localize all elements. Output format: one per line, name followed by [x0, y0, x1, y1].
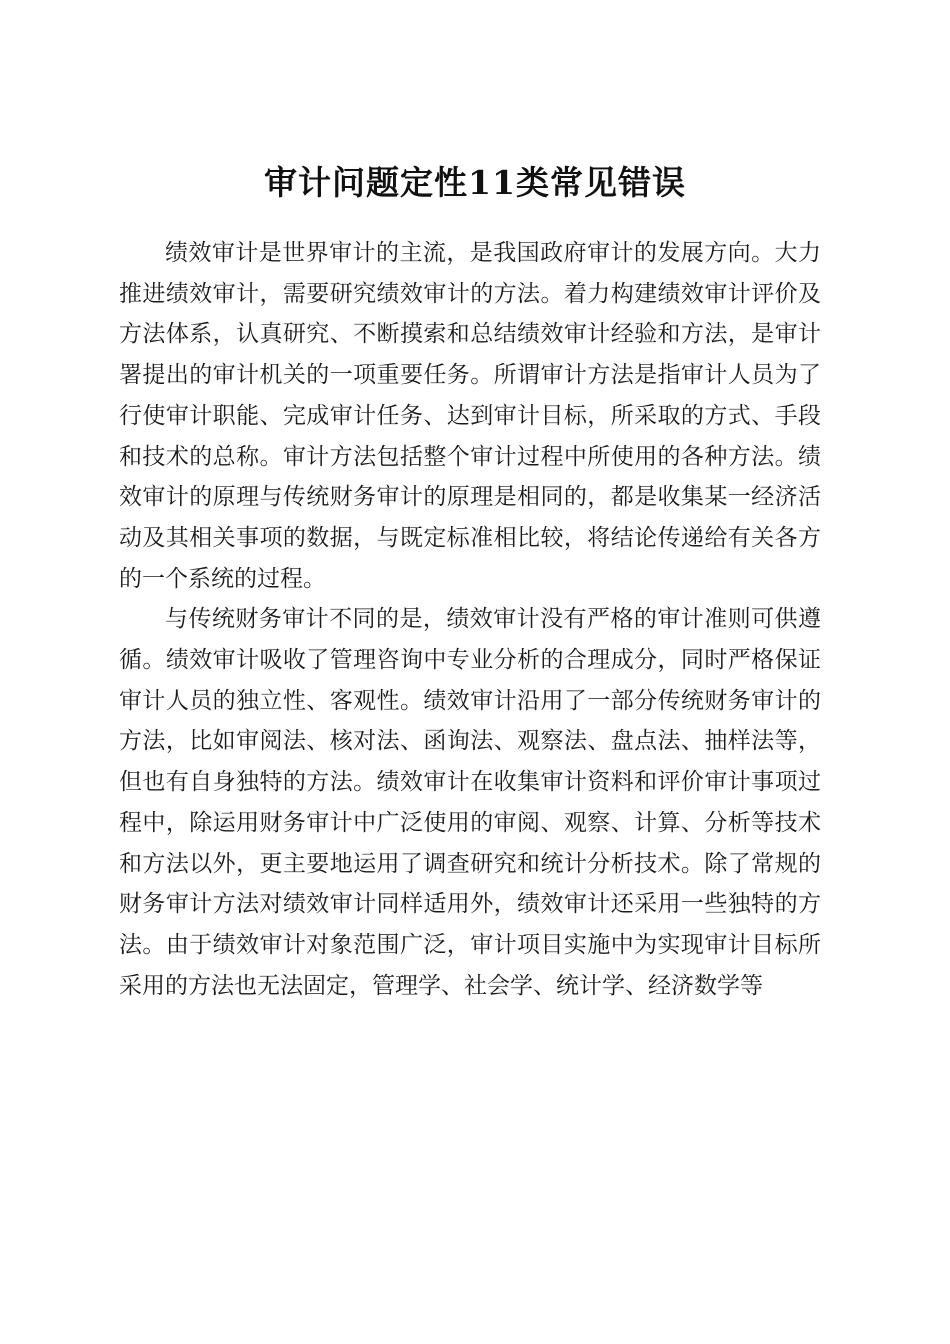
document-title: 审计问题定性11类常见错误 [264, 163, 686, 203]
paragraph-1: 绩效审计是世界审计的主流，是我国政府审计的发展方向。大力推进绩效审计，需要研究绩效审计的方法。着力构建绩效审计评价及方法体系，认真研究、不断摸索和总结绩效审计经验和方法，是审计署提出的审计机关的一项重要任务。所谓审计方法是指审计人员为了行使审计职能、完成审计任务、达到审计目标，所采取的方式、手段和技术的总称。审计方法包括整个审计过程中所使用的各种方法。绩效审计的原理与传统财务审计的原理是相同的，都是收集某一经济活动及其相关事项的数据，与既定标准相比较，将结论传递给有关各方的一个系统的过程。 [119, 240, 821, 592]
paragraph-2: 与传统财务审计不同的是，绩效审计没有严格的审计准则可供遵循。绩效审计吸收了管理咨询中专业分析的合理成分，同时严格保证审计人员的独立性、客观性。绩效审计沿用了一部分传统财务审计的方法，比如审阅法、核对法、函询法、观察法、盘点法、抽样法等，但也有自身独特的方法。绩效审计在收集审计资料和评价审计事项过程中，除运用财务审计中广泛使用的审阅、观察、计算、分析等技术和方法以外，更主要地运用了调查研究和统计分析技术。除了常规的财务审计方法对绩效审计同样适用外，绩效审计还采用一些独特的方法。由于绩效审计对象范围广泛，审计项目实施中为实现审计目标所采用的方法也无法固定，管理学、社会学、统计学、经济数学等 [119, 606, 821, 999]
document-body [119, 233, 821, 1006]
